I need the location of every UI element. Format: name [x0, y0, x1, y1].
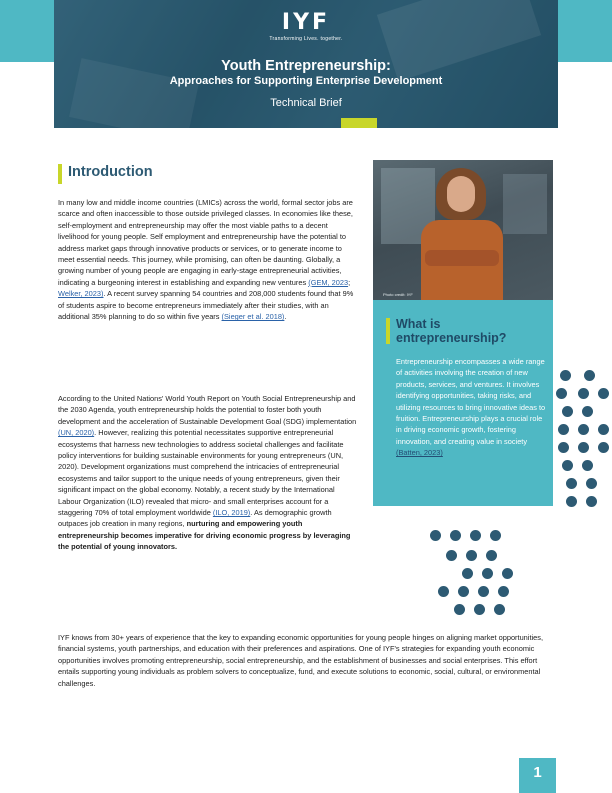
decorative-dot	[562, 460, 573, 471]
decorative-dot	[438, 586, 449, 597]
header-banner	[54, 0, 558, 128]
photo-person-arms	[425, 250, 499, 266]
decorative-dot	[474, 604, 485, 615]
photo-credit: Photo credit: IYF	[383, 292, 413, 297]
decorative-dot	[450, 530, 461, 541]
decorative-dot	[482, 568, 493, 579]
heading-accent-bar	[386, 318, 390, 344]
logo-mark: IYF	[281, 10, 331, 35]
decorative-dot	[598, 424, 609, 435]
document-type: Technical Brief	[270, 97, 342, 109]
decorative-dot	[566, 478, 577, 489]
document-title: Youth Entrepreneurship:	[221, 58, 391, 74]
section-heading: Introduction	[68, 164, 153, 180]
paragraph-text: . However, realizing this potential necessitates supportive entrepreneurial ecosystems that harness new technologies to address societal challenges and facilitate policy interventions for building sustainable environments for young entrepreneurs (UN, 2020). Development organizations must comprehend the intricacies of entrepreneurial ecosystems and tailor support to the unique needs of young entrepreneurs, given their significant impact on the global economy. Notably, a recent study by the International Labour Organization (ILO) revealed that micro- and small enterprises account for a staggering 70% of total employment worldwide	[58, 428, 344, 518]
citation-link[interactable]: (UN, 2020)	[58, 428, 95, 438]
decorative-dot	[494, 604, 505, 615]
citation-link[interactable]: (Sieger et al. 2018)	[221, 312, 285, 322]
citation-link[interactable]: (ILO, 2019)	[212, 508, 251, 518]
banner-accent-bar	[341, 118, 377, 128]
decorative-dot	[598, 442, 609, 453]
citation-link[interactable]: (GEM, 2023	[308, 277, 349, 287]
logo-tagline: Transforming Lives. together.	[269, 36, 343, 42]
emphasis-text: nurturing and empowering youth entrepreneurship becomes imperative for driving economic progress by leveraging the potential of young innovators.	[58, 519, 351, 552]
decorative-dot	[582, 460, 593, 471]
heading-accent-bar	[58, 164, 62, 184]
decorative-dot	[560, 370, 571, 381]
decorative-dot	[498, 586, 509, 597]
decorative-dot	[478, 586, 489, 597]
decorative-dot	[584, 370, 595, 381]
decorative-dot	[502, 568, 513, 579]
paragraph-text: .	[284, 312, 287, 322]
photo-person-face	[447, 176, 475, 212]
decorative-dot	[454, 604, 465, 615]
intro-paragraph-3: IYF knows from 30+ years of experience that the key to expanding economic opportunities for young people hinges on aligning market opportunities, financial systems, youth partnerships, and education with their preferences and aspirations. One of IYF's strategies for expanding youth economic opportunities involves promoting entrepreneurship, social entrepreneurship, and the establishment of businesses and social enterprises. This effort entails supporting young individuals as problem solvers to conceptualize, fund, and execute solutions to economic, social, cultural, or environmental challenges.	[58, 633, 543, 688]
decorative-dot	[578, 388, 589, 399]
decorative-dot	[578, 424, 589, 435]
page-number: 1	[533, 764, 542, 781]
decorative-dot	[558, 442, 569, 453]
decorative-dot	[430, 530, 441, 541]
decorative-dot	[558, 424, 569, 435]
citation-link[interactable]: Welker, 2023)	[58, 289, 104, 299]
paragraph-text: . A recent survey spanning 54 countries and 208,000 students found that 9% of students aspire to become entrepreneurs immediately after their studies, with an additional 35% planning to do so within five years	[58, 289, 354, 322]
paragraph-text: Entrepreneurship encompasses a wide range of activities involving the creation of new products, services, and ventures. It involves identifying opportunities, taking risks, and utilizing resources to bring innovative ideas to fruition. Entrepreneurship plays a crucial role in driving economic growth, fostering innovation, and creating value in society	[396, 357, 546, 446]
corner-accent-left	[0, 0, 54, 62]
paragraph-text: In many low and middle income countries (LMICs) across the world, formal sector jobs are scarce and often inaccessible to those outside privileged classes. In economies like these, self-employment and entrepreneurship may offer the most viable paths to a decent livelihood for young people. Self employment and entrepreneurship have the potential to address market gaps through innovative products or services, or to generate income to meet essential needs. This journey, while promising, can often be daunting. Globally, a growing number of young people are engaging in early-stage entrepreneurial activities, indicating a burgeoning interest in establishing and expanding new ventures	[58, 198, 353, 287]
corner-accent-right	[558, 0, 612, 62]
photo-window	[503, 174, 547, 234]
decorative-dot	[578, 442, 589, 453]
decorative-dot	[556, 388, 567, 399]
sidebar-text	[396, 356, 546, 459]
paragraph-text: . As demographic growth outpaces job creation in many regions,	[58, 508, 332, 529]
decorative-dot	[490, 530, 501, 541]
decorative-dot	[470, 530, 481, 541]
sidebar-heading: What is entrepreneurship?	[396, 317, 507, 345]
decorative-dot	[458, 586, 469, 597]
decorative-dot	[446, 550, 457, 561]
decorative-dot	[562, 406, 573, 417]
decorative-dot	[586, 496, 597, 507]
decorative-dot	[462, 568, 473, 579]
decorative-dot	[466, 550, 477, 561]
sidebar-photo	[373, 160, 553, 300]
paragraph-text: ;	[348, 277, 351, 287]
logo	[54, 10, 558, 42]
intro-paragraph-2	[58, 393, 358, 553]
document-subtitle: Approaches for Supporting Enterprise Development	[169, 75, 443, 87]
decorative-dot	[586, 478, 597, 489]
citation-link[interactable]: (Batten, 2023)	[396, 448, 443, 458]
intro-paragraph-1	[58, 197, 358, 322]
decorative-dot	[582, 406, 593, 417]
decorative-dot	[486, 550, 497, 561]
decorative-dot	[598, 388, 609, 399]
decorative-dot	[566, 496, 577, 507]
paragraph-text: According to the United Nations' World Youth Report on Youth Social Entrepreneurship and the 2030 Agenda, youth entrepreneurship holds the potential to foster both youth development and the acceleration of Sustainable Development Goal (SDG) implementation	[58, 394, 357, 426]
